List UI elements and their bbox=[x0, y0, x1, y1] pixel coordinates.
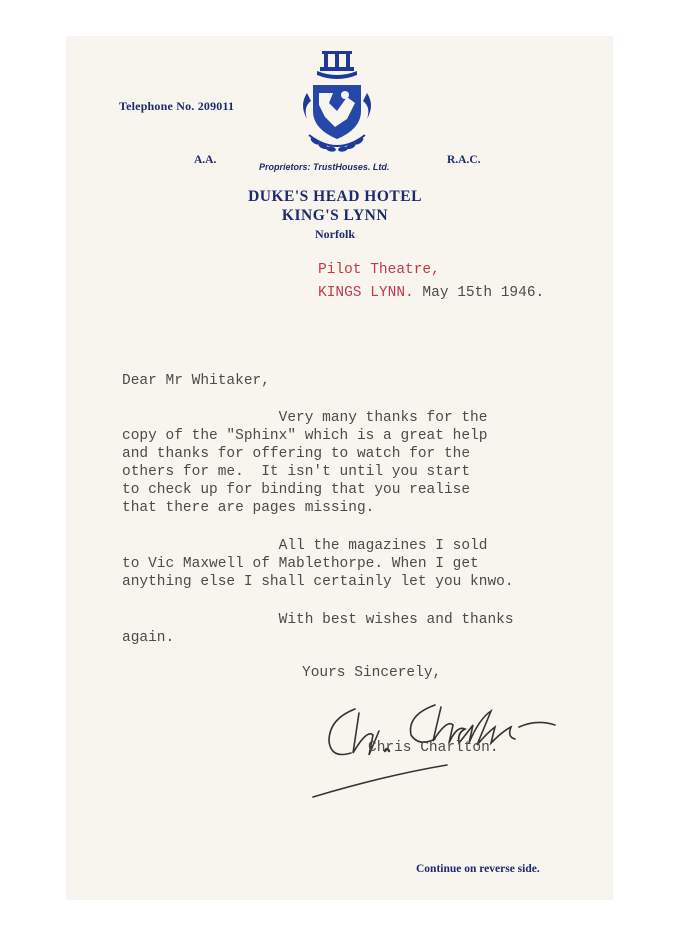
paragraph-1-line: copy of the "Sphinx" which is a great help bbox=[122, 428, 488, 444]
continue-note: Continue on reverse side. bbox=[416, 863, 540, 875]
letter-sheet bbox=[67, 37, 612, 899]
address-line-1: Pilot Theatre, bbox=[318, 262, 440, 278]
proprietors-line: Proprietors: TrustHouses. Ltd. bbox=[259, 162, 390, 172]
address-line-2 bbox=[318, 285, 544, 301]
paragraph-1-line: Very many thanks for the bbox=[122, 410, 488, 426]
hotel-name-block bbox=[235, 187, 435, 225]
paragraph-1-line: others for me. It isn't until you start bbox=[122, 464, 471, 480]
paragraph-2-line: anything else I shall certainly let you knwo. bbox=[122, 574, 514, 590]
paragraph-1-line: and thanks for offering to watch for the bbox=[122, 446, 471, 462]
address-town: KINGS LYNN. bbox=[318, 285, 414, 301]
letter-date: May 15th 1946. bbox=[413, 285, 545, 301]
hotel-county: Norfolk bbox=[315, 227, 355, 241]
rac-mark: R.A.C. bbox=[447, 154, 481, 166]
telephone-number: Telephone No. 209011 bbox=[119, 99, 235, 113]
paragraph-1-line: to check up for binding that you realise bbox=[122, 482, 471, 498]
paragraph-2-line: to Vic Maxwell of Mablethorpe. When I get bbox=[122, 556, 479, 572]
salutation: Dear Mr Whitaker, bbox=[122, 373, 270, 389]
paragraph-1-line: that there are pages missing. bbox=[122, 500, 375, 516]
hotel-name: DUKE'S HEAD HOTEL bbox=[248, 188, 422, 205]
hotel-town: KING'S LYNN bbox=[281, 207, 389, 224]
paragraph-3-line: With best wishes and thanks bbox=[122, 612, 514, 628]
closing: Yours Sincerely, bbox=[302, 665, 442, 681]
paragraph-2-line: All the magazines I sold bbox=[122, 538, 488, 554]
ducal-crest-icon bbox=[289, 45, 385, 161]
typed-name: Chris Charlton. bbox=[368, 740, 499, 756]
paragraph-3-line: again. bbox=[122, 630, 175, 646]
aa-mark: A.A. bbox=[194, 154, 217, 166]
